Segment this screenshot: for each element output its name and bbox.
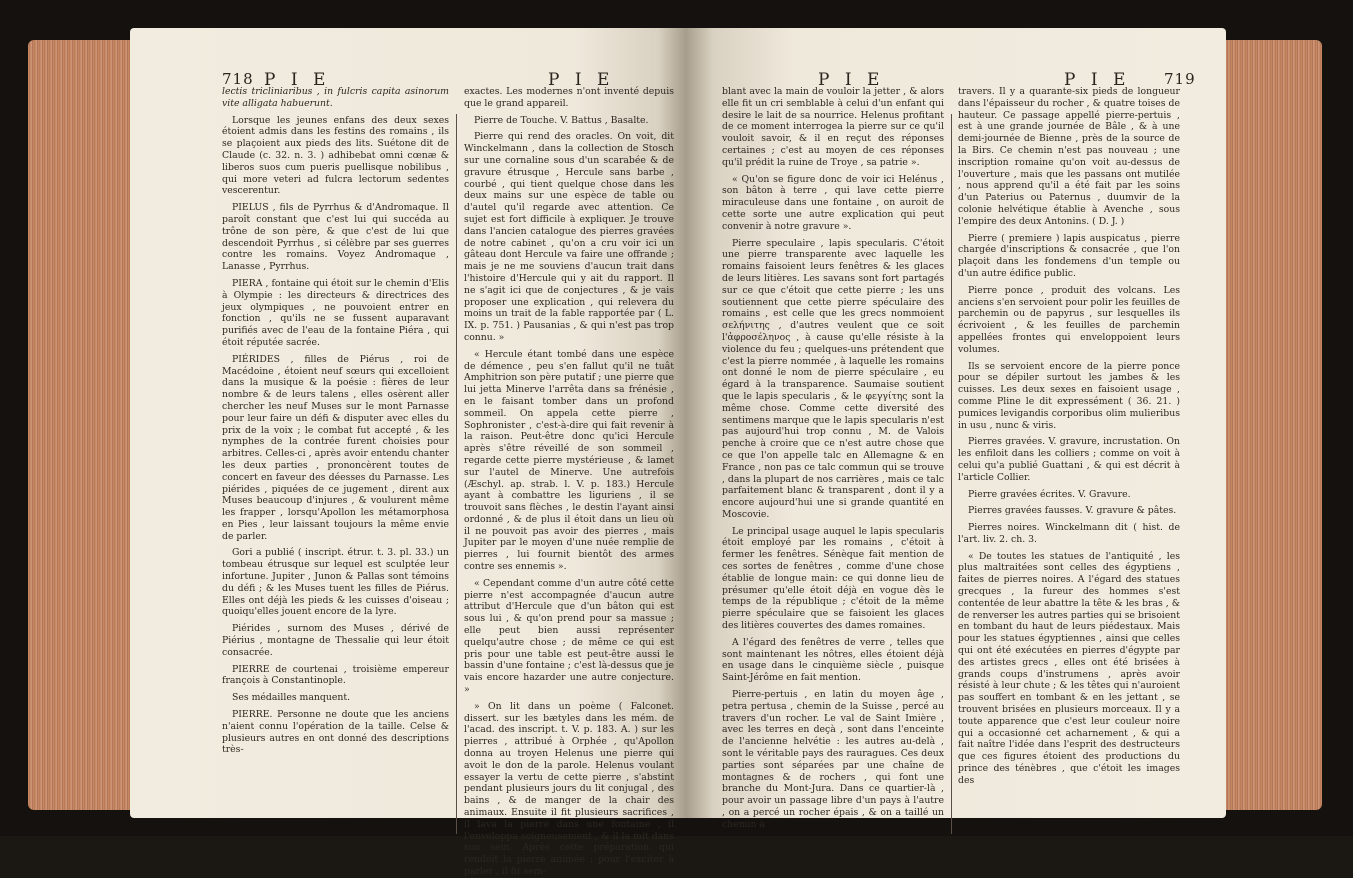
right-header-word: P I E [1064, 70, 1131, 90]
col3-para-3: Le principal usage auquel le lapis specularis étoit employé par les romains , c'étoit à fermer les fenêtres. Sénèque fait mention de ces sortes de fenêtres , comme d'une chose établie de longue main: ce qui donne lieu de présumer qu'elle étoit déjà en vogue dès le temps de la république ; c'étoit de la même pierre spéculaire que se faisoient les glaces des litières couvertes des dames romaines. [722, 525, 944, 632]
left-page [130, 28, 686, 877]
col2-para-0: exactes. Les modernes n'ont inventé depuis que le grand appareil. [464, 86, 674, 109]
col4-para-7: Pierres noires. Winckelmann dit ( hist. de l'art. liv. 2. ch. 3. [958, 522, 1180, 545]
col4-para-6: Pierres gravées fausses. V. gravure & pâtes. [968, 505, 1177, 517]
col1-para-3: PIERA , fontaine qui étoit sur le chemin d'Elis à Olympie : les directeurs & directrices des jeux olympiques , ne pouvoient entrer en fonction , qu'ils ne se fussent auparavant purifiés avec de l'eau de la fontaine Piéra , qui étoit réputée sacrée. [222, 277, 449, 348]
col4-para-4: Pierres gravées. V. gravure, incrustation. On les enfiloit dans les colliers ; comme on voit à celui qu'a publié Guattani , & qui est décrit à l'article Collier. [958, 436, 1180, 483]
right-center-header-word: P I E [818, 70, 885, 90]
column-divider-right [951, 114, 952, 834]
right-page [686, 28, 1226, 830]
col1-para-2: PIELUS , fils de Pyrrhus & d'Andromaque. Il paroît constant que c'est lui qui succéda au trône de son père, & que c'est de lui que descendoit Pyrrhus , si célèbre par ses guerres contre les romains. Voyez Andromaque , Lanasse , Pyrrhus. [222, 202, 449, 273]
column-2 [464, 86, 674, 877]
col2-para-4: « Cependant comme d'un autre côté cette pierre n'est accompagnée d'aucun autre attribut d'Hercule que d'un bâton qui est sous lui , & qu'on prend pour sa massue ; elle peut bien aussi représenter quelqu'autre chose ; de même ce qui est pris pour une table est peut-être aussi le bassin d'une fontaine ; c'est là-dessus que je vais encore hazarder une autre conjecture. » [464, 577, 674, 696]
col2-para-3: « Hercule étant tombé dans une espèce de démence , peu s'en fallut qu'il ne tuât Amphitrion son père putatif ; une pierre que lui jetta Minerve l'arrêta dans sa frénésie , en le faisant tomber dans un profond sommeil. On appela cette pierre , Sophronister , c'est-à-dire qui fait revenir à la raison. Peut-être donc qu'ici Hercule après s'être réveillé de son sommeil , regarde cette pierre mystérieuse , & lamet sur l'autel de Minerve. Une autrefois (Æschyl. ap. strab. l. V. p. 183.) Hercule ayant à combattre les liguriens , il se trouvoit sans flèches , le destin l'ayant ainsi ordonné , & de plus il étoit dans un lieu où il ne pouvoit pas avoir des pierres , mais Jupiter par le moyen d'une nuée remplie de pierres , lui fournit bientôt des armes contre ses ennemis ». [464, 348, 674, 573]
column-4 [958, 86, 1180, 846]
col2-para-1: Pierre de Touche. V. Battus , Basalte. [474, 114, 649, 126]
column-3 [722, 86, 944, 846]
col4-para-5: Pierre gravées écrites. V. Gravure. [968, 488, 1131, 500]
col2-para-5: » On lit dans un poème ( Falconet. dissert. sur les bætyles dans les mém. de l'acad. des inscript. t. V. p. 183. A. ) sur les pierres , attribué à Orphée , qu'Apollon donna au troyen Helenus une pierre qui avoit le don de la parole. Helenus voulant essayer la vertu de cette pierre , s'abstint pendant plusieurs jours du lit conjugal , des bains , & de manger de la chair des animaux. Ensuite il fit plusieurs sacrifices , il lava la pierre dans une fontaine , il l'enveloppa soigneusement , & il la mit dans son sein. Après cette préparation qui rendoit la pierre animée ; pour l'exciter à parler , il fit sem- [464, 700, 674, 877]
left-center-header-word: P I E [548, 70, 615, 90]
col1-para-9: PIERRE. Personne ne doute que les anciens n'aient connu l'opération de la taille. Celse & plusieurs autres en ont donné des descriptions très- [222, 709, 449, 756]
col1-para-4: PIÉRIDES , filles de Piérus , roi de Macédoine , étoient neuf sœurs qui excelloient dans la musique & la poésie : fières de leur nombre & de leurs talens , elles osèrent aller chercher les neuf Muses sur le mont Parnasse pour leur faire un défi & disputer avec elles du prix de la voix ; le combat fut accepté , & les nymphes de la contrée furent choisies pour arbitres. Celles-ci , après avoir entendu chanter les deux parties , prononcèrent toutes de concert en faveur des déesses du Parnasse. Les piérides , piquées de ce jugement , dirent aux Muses beaucoup d'injures , & voulurent même les frapper , lorsqu'Apollon les métamorphosa en Pies , leur laissant toujours la même envie de parler. [222, 353, 449, 542]
col1-para-8: Ses médailles manquent. [232, 692, 351, 704]
col4-para-8: « De toutes les statues de l'antiquité , les plus maltraitées sont celles des égyptiens , faites de pierres noires. A l'égard des statues grecques , la fureur des hommes s'est contentée de leur abattre la tête & les bras , & de renverser les autres parties qui se brisoient en tombant du haut de leurs piédestaux. Mais pour les statues égyptiennes , ainsi que celles qui ont été exécutées en pierres d'égypte par des artistes grecs , elles ont été brisées à grands coups d'instrumens , après avoir résisté à leur chute ; & les têtes qui n'auroient pas souffert en tombant & en les jettant , se trouvent brisées en plusieurs morceaux. Il y a toute apparence que c'est leur couleur noire qui a occasionné cet acharnement , & qui a fait naître l'idée dans l'esprit des destructeurs que ces figures étoient des productions du prince des ténèbres , que c'étoit les images des [958, 550, 1180, 786]
col4-para-0: travers. Il y a quarante-six pieds de longueur dans l'épaisseur du rocher , & quatre toises de hauteur. Ce passage appellé pierre-pertuis , est à une grande journée de Bâle , & à une demi-journée de Bienne , près de la source de la Birs. Ce chemin n'est pas nouveau ; une inscription romaine qu'on voit au-dessus de l'ouverture , mais que les passans ont mutilée , nous apprend qu'il a été fait par les soins d'un Paterius ou Paternus , duumvir de la colonie helvétique établie à Avenche , sous l'empire des deux Antonins. ( D. J. ) [958, 86, 1180, 227]
col3-para-1: « Qu'on se figure donc de voir ici Helénus , son bâton à terre , qui lave cette pierre miraculeuse dans une fontaine , on auroit de cette sorte une autre explication qui peut convenir à notre gravure ». [722, 173, 944, 232]
col1-para-0: lectis tricliniaribus , in fulcris capita asinorum vite alligata habuerunt. [222, 86, 449, 109]
col1-para-6: Piérides , surnom des Muses , dérivé de Piérius , montagne de Thessalie qui leur étoit consacrée. [222, 623, 449, 658]
column-1 [222, 86, 449, 846]
col4-para-1: Pierre ( premiere ) lapis auspicatus , pierre chargée d'inscriptions & consacrée , que l'on plaçoit dans les fondemens d'un temple ou d'un autre édifice public. [958, 232, 1180, 279]
left-header-word: P I E [264, 70, 331, 90]
left-page-number: 718 [222, 70, 254, 88]
col3-para-4: A l'égard des fenêtres de verre , telles que sont maintenant les nôtres, elles étoient déjà en usage dans le cinquième siècle , puisque Saint-Jérôme en fait mention. [722, 636, 944, 684]
column-divider-left [456, 114, 457, 834]
left-page-edges [28, 40, 136, 810]
col3-para-2: Pierre speculaire , lapis specularis. C'étoit une pierre transparente avec laquelle les romains faisoient leurs fenêtres & les glaces de leurs litières. Les savans sont fort partagés sur ce que c'étoit que cette pierre ; les uns soutiennent que cette pierre spéculaire des romains , est celle que les grecs nommoient σελήνιτης , d'autres veulent que ce soit l'ἀφροσέληνος , à cause qu'elle résiste à la violence du feu ; quelques-uns prétendent que c'est la pierre nommée , à laquelle les romains ont donné le nom de pierre spéculaire , eu égard à la transparence. Saumaise soutient que le lapis specularis , & le φεγγίτης sont la même chose. Comme cette diversité des sentimens marque que le lapis specularis n'est pas aujourd'hui trop connu , M. de Valois penche à croire que ce n'est autre chose que ce que l'on appelle talc en Allemagne & en France , non pas ce talc commun qui se trouve , dans la plupart de nos carrières , mais ce talc parfaitement blanc & transparent , dont il y a encore aujourd'hui une si grande quantité en Moscovie. [722, 237, 944, 520]
col4-para-2: Pierre ponce , produit des volcans. Les anciens s'en servoient pour polir les feuilles de parchemin ou de papyrus , sur lesquelles ils écrivoient , & les feuilles de parchemin appellées frontes qui enveloppoient leurs volumes. [958, 284, 1180, 355]
col1-para-7: PIERRE de courtenai , troisième empereur françois à Constantinople. [222, 663, 449, 687]
col4-para-3: Ils se servoient encore de la pierre ponce pour se dépiler surtout les jambes & les cuisses. Les deux sexes en faisoient usage , comme Pline le dit expressément ( 36. 21. ) pumices levigandis corporibus olim mulieribus in usu , nunc & viris. [958, 360, 1180, 431]
right-page-edges [1222, 40, 1322, 810]
col2-para-2: Pierre qui rend des oracles. On voit, dit Winckelmann , dans la collection de Stosch sur une cornaline sous d'un scarabée & de gravure étrusque , Hercule sans barbe , courbé , qui tient quelque chose dans les deux mains sur une espèce de table ou d'autel qu'il regarde avec attention. Ce sujet est fort difficile à expliquer. Je trouve dans l'ancien catalogue des pierres gravées de notre cabinet , qu'on a cru voir ici un gâteau dont Hercule va faire une offrande ; mais je ne me souviens d'aucun trait dans l'histoire d'Hercule qui y ait du rapport. Il ne s'agit ici que de conjectures , & je vais proposer une explication , qui relevera du moins un trait de la fable rapportée par ( L. IX. p. 751. ) Pausanias , & qui n'est pas trop connu. » [464, 131, 674, 343]
right-page-number: 719 [1164, 70, 1196, 88]
col1-para-5: Gori a publié ( inscript. étrur. t. 3. pl. 33.) un tombeau étrusque sur lequel est sculptée leur infortune. Jupiter , Junon & Pallas sont témoins du défi ; & les Muses tuent les filles de Piérus. Elles ont déjà les pieds & les cuisses d'oiseau ; quoiqu'elles jouent encore de la lyre. [222, 547, 449, 618]
col1-para-1: Lorsque les jeunes enfans des deux sexes étoient admis dans les festins des romains , ils se plaçoient aux pieds des lits. Suétone dit de Claude (c. 32. n. 3. ) adhibebat omni cœnæ & liberos suos cum pueris puellisque nobilibus , qui more veteri ad fulcra lectorum sedentes vescerentur. [222, 114, 449, 197]
col3-para-0: blant avec la main de vouloir la jetter , & alors elle fit un cri semblable à celui d'un enfant qui desire le lait de sa nourrice. Helenus profitant de ce moment interrogea la pierre sur ce qu'il vouloit savoir, & il en reçut des réponses certaines ; c'est au moyen de ces réponses qu'il prédit la ruine de Troye , sa patrie ». [722, 86, 944, 168]
col3-para-5: Pierre-pertuis , en latin du moyen âge , petra pertusa , chemin de la Suisse , percé au travers d'un rocher. Le val de Saint Imière , avec les terres en deçà , sont dans l'enceinte de l'ancienne helvétie : les autres au-delà , sont le véritable pays des rauragues. Ces deux parties sont séparées par une chaîne de montagnes & de rochers , qui font une branche du Mont-Jura. Dans ce quartier-là , pour avoir un passage libre d'un pays à l'autre , on a percé un rocher épais , & on a taillé un chemin à [722, 689, 944, 830]
